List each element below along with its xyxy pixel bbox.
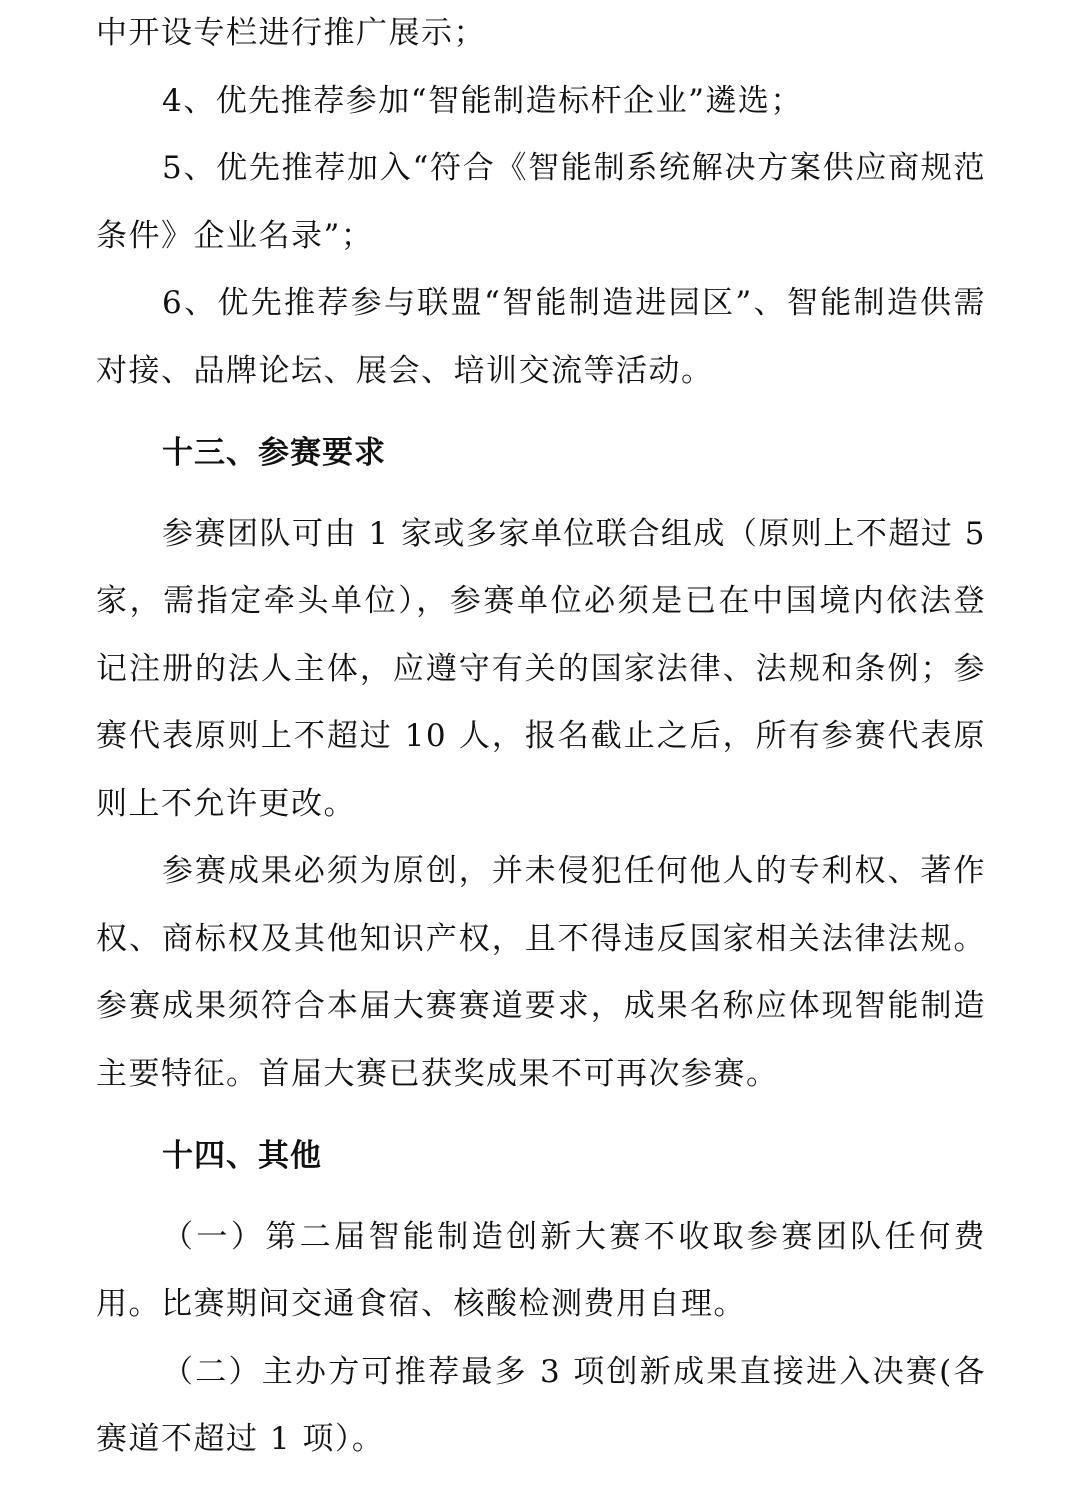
section-14-paragraph-2: （二）主办方可推荐最多 3 项创新成果直接进入决赛(各赛道不超过 1 项）。	[96, 1353, 986, 1457]
section-13-heading: 十三、参赛要求	[162, 435, 386, 471]
section-14-heading: 十四、其他	[162, 1138, 322, 1174]
benefit-item-5: 5、优先推荐加入“符合《智能制系统解决方案供应商规范条件》企业名录”；	[96, 150, 986, 254]
section-13-paragraph-2: 参赛成果必须为原创，并未侵犯任何他人的专利权、著作权、商标权及其他知识产权，且不得违反国家相关法律法规。参赛成果须符合本届大赛赛道要求，成果名称应体现智能制造主要特征。首届大赛已获奖成果不可再次参赛。	[96, 853, 986, 1092]
benefit-item-4: 4、优先推荐参加“智能制造标杆企业”遴选；	[162, 82, 803, 119]
continued-paragraph: 中开设专栏进行推广展示；	[96, 15, 486, 51]
section-14-paragraph-1: （一）第二届智能制造创新大赛不收取参赛团队任何费用。比赛期间交通食宿、核酸检测费用自理。	[96, 1218, 986, 1322]
document-page	[96, 0, 986, 1474]
benefit-item-6: 6、优先推荐参与联盟“智能制造进园区”、智能制造供需对接、品牌论坛、展会、培训交流等活动。	[96, 285, 986, 389]
section-13-paragraph-1: 参赛团队可由 1 家或多家单位联合组成（原则上不超过 5 家，需指定牵头单位），参赛单位必须是已在中国境内依法登记注册的法人主体，应遵守有关的国家法律、法规和条例；参赛代表原则上不超过 10 人，报名截止之后，所有参赛代表原则上不允许更改。	[96, 515, 987, 822]
